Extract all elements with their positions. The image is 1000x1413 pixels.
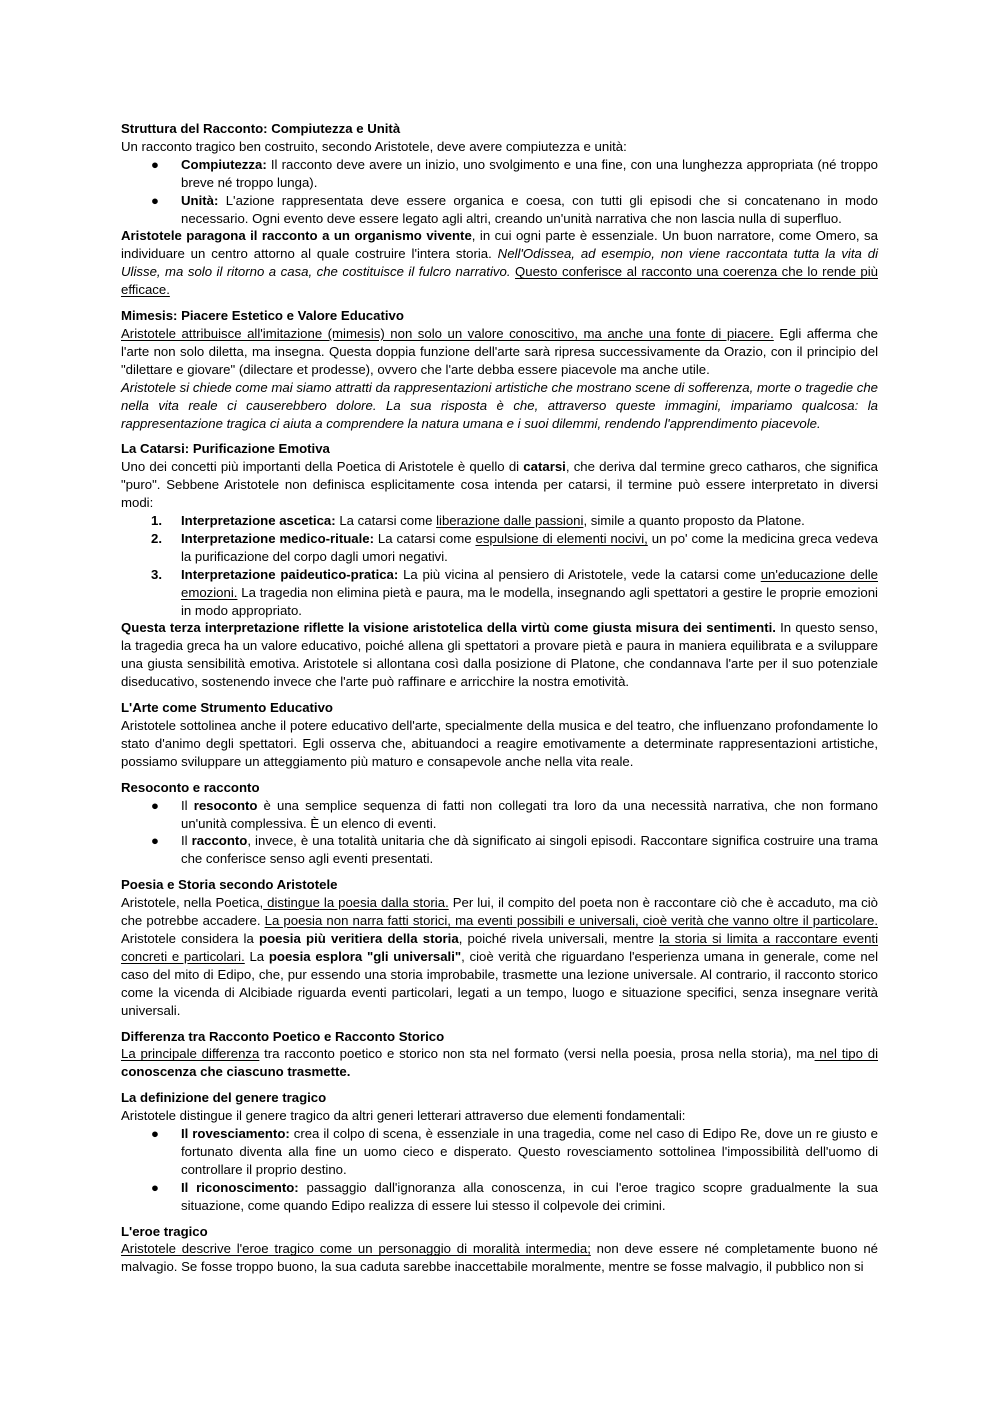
text: La catarsi come [374,530,476,546]
list-text: passaggio dall'ignoranza alla conoscenza, in cui l'eroe tragico scopre gradualmente la sua situazione, come quando Edipo realizza di essere lui stesso il colpevole dei crimini. [181,1179,879,1213]
text: , simile a quanto proposto da Platone. [583,513,805,529]
underlined-text: Questo conferisce al racconto una coerenza che lo rende più efficace. [121,264,878,298]
paragraph [121,619,878,691]
text: Uno dei concetti più importanti della Poetica di Aristotele è quello di [121,459,524,475]
list-term: Interpretazione paideutico-pratica: [181,566,399,582]
bullet-icon: ● [151,192,159,208]
list-number: 1. [151,513,162,529]
paragraph: Aristotele sottolinea anche il potere educativo dell'arte, specialmente della musica e del teatro, che influenzano profondamente lo stato d'animo degli spettatori. Egli osserva che, abituandoci a reagire emotivamente a determinate rappresentazioni artistiche, possiamo sviluppare un atteggiamento più maturo e consapevole anche nella vita reale. [121,718,878,769]
heading-differenza: Differenza tra Racconto Poetico e Racconto Storico [121,1028,445,1044]
underlined-text: un'educazione delle emozioni. [181,566,879,600]
text: Per lui, il compito del poeta non è raccontare ciò che è accaduto, ma ciò che potrebbe accadere. [121,895,878,929]
text: , in cui ogni parte è essenziale. Un buon narratore, come Omero, sa individuare un centro attorno al quale costruire l'intera storia. [121,228,878,262]
underlined-text: La principale differenza [121,1046,260,1062]
list-number: 2. [151,530,162,546]
list-text: crea il colpo di scena, è essenziale in una tragedia, come nel caso di Edipo Re, dove un re giusto e fortunato diventa alla fine un uomo cieco e disperato. Questo rovesciamento sottolinea l'impossibilità dell'uomo di controllare il proprio destino. [181,1126,878,1177]
bullet-list [121,156,878,228]
text: , invece, è una totalità unitaria che dà significato ai singoli episodi. Raccontare significa costruire una trama che conferisce senso agli eventi presentati. [181,833,878,867]
heading-poesia-storia: Poesia e Storia secondo Aristotele [121,877,338,893]
paragraph: Un racconto tragico ben costruito, secondo Aristotele, deve avere compiutezza e unità: [121,138,627,154]
text: Il [181,833,192,849]
list-term: Compiutezza: [181,156,267,172]
paragraph [121,379,878,433]
text: Aristotele considera la [121,930,260,946]
text: Egli afferma che l'arte non solo diletta, ma insegna. Questa doppia funzione dell'arte sarà ripresa successivamente da Orazio, con il principio del "dilettare e giovare" (dilectare et prodesse), ovvero che l'arte debba essere piacevole ma anche utile. [121,325,879,377]
list-term: racconto [191,833,248,849]
text: La tragedia non elimina pietà e paura, ma le modella, insegnando agli spettatori a gestire le proprie emozioni in modo appropriato. [181,584,878,618]
heading-catarsi: La Catarsi: Purificazione Emotiva [121,441,330,457]
bullet-icon: ● [151,797,159,813]
list-item [121,832,878,868]
underlined-text: Aristotele attribuisce all'imitazione (mimesis) non solo un valore conoscitivo, ma anche una fonte di piacere. [121,325,774,341]
paragraph [121,227,878,299]
heading-resoconto: Resoconto e racconto [121,779,260,795]
list-term: Il rovesciamento: [181,1126,290,1142]
list-term: Il riconoscimento: [181,1179,299,1195]
text: , poiché rivela universali, mentre [458,930,660,946]
list-term: Interpretazione medico-rituale: [181,530,374,546]
bold-text: poesia esplora "gli universali" [268,948,462,964]
text: La [244,948,269,964]
text: Il [181,797,194,813]
underlined-text: Aristotele descrive l'eroe tragico come un personaggio di moralità intermedia; [121,1241,591,1257]
list-item [121,530,878,566]
document-page [121,120,878,1276]
paragraph [121,894,878,1019]
heading-struttura: Struttura del Racconto: Compiutezza e Unità [121,121,401,136]
list-item [121,156,878,192]
list-term: Interpretazione ascetica: [181,513,336,529]
text: tra racconto poetico e storico non sta nel formato (versi nella poesia, prosa nella storia), ma [259,1046,815,1062]
list-item [121,1125,878,1179]
text: In questo senso, la tragedia greca ha un valore educativo, poiché allena gli spettatori a provare pietà e paura in maniera equilibrata e a sviluppare una giusta sensibilità emotiva. Aristotele si allontana così dalla posizione di Platone, che condannava l'arte per il suo potenziale diseducativo, sostenendo invece che l'arte può raffinare e arricchire la nostra emotività. [121,620,878,690]
list-item [121,797,878,833]
text: , cioè verità che riguardano l'esperienza umana in generale, come nel caso del mito di Edipo, che, pur essendo una storia improbabile, trasmette una lezione universale. Al contrario, il racconto storico come la vicenda di Alcibiade riguarda eventi particolari, legati a un tempo, luogo e situazione specifici, senza insegnare verità universali. [121,948,879,1018]
bullet-icon: ● [151,833,159,849]
paragraph [121,325,878,379]
text: La catarsi come [335,513,437,529]
underlined-text: liberazione dalle passioni [436,513,584,529]
list-item [121,512,878,530]
paragraph [121,458,878,512]
list-item [121,192,878,228]
heading-mimesis: Mimesis: Piacere Estetico e Valore Educativo [121,308,404,324]
list-number: 3. [151,566,162,582]
list-text: L'azione rappresentata deve essere organica e coesa, con tutti gli episodi che si concatenano in modo necessario. Ogni evento deve essere legato agli altri, creando un'unità narrativa che non lascia nulla di superfluo. [181,192,878,226]
list-term: resoconto [193,797,258,813]
bullet-list [121,1125,878,1215]
heading-arte: L'Arte come Strumento Educativo [121,700,333,716]
underlined-text: la storia si limita a raccontare eventi concreti e particolari. [121,930,879,964]
heading-eroe-tragico: L'eroe tragico [121,1223,208,1239]
bold-text: poesia più veritiera della storia [259,930,459,946]
text: La più vicina al pensiero di Aristotele, vede la catarsi come [398,566,761,582]
italic-text: Nell'Odissea, ad esempio, non viene raccontata tutta la vita di Ulisse, ma solo il ritorno a casa, che costituisce il fulcro narrativo. [121,246,879,280]
list-item [121,1179,878,1215]
italic-text: Aristotele si chiede come mai siamo attratti da rappresentazioni artistiche che mostrano scene di sofferenza, morte o tragedie che nella vita reale ci causerebbero dolore. La sua risposta è che, attraverso queste immagini, impariamo qualcosa: la rappresentazione tragica ci aiuta a comprendere la natura umana e i suoi dilemmi, rendendo l'apprendimento piacevole. [121,379,878,431]
paragraph: Aristotele distingue il genere tragico da altri generi letterari attraverso due elementi fondamentali: [121,1108,686,1124]
bold-text: catarsi [523,459,566,475]
bold-text: Questa terza interpretazione riflette la visione aristotelica della virtù come giusta misura dei sentimenti. [121,620,776,636]
text: , che deriva dal termine greco catharos, che significa "puro". Sebbene Aristotele non definisca esplicitamente cosa intenda per catarsi, il termine può essere interpretato in diversi modi: [121,459,878,511]
bold-text: conoscenza che ciascuno trasmette. [121,1064,351,1080]
paragraph [121,1240,878,1276]
numbered-list [121,512,878,619]
bullet-icon: ● [151,1126,159,1142]
list-text: Il racconto deve avere un inizio, uno svolgimento e una fine, con una lunghezza appropriata (né troppo breve né troppo lunga). [181,156,878,190]
underlined-text: distingue la poesia dalla storia. [263,895,449,911]
list-item [121,566,878,620]
underlined-text: La poesia non narra fatti storici, ma eventi possibili e universali, cioè verità che vanno oltre il particolare. [264,913,878,929]
bold-text: Aristotele paragona il racconto a un organismo vivente [121,228,472,244]
underlined-text: nel tipo di [814,1046,878,1062]
paragraph [121,1045,878,1081]
bullet-icon: ● [151,1179,159,1195]
heading-genere-tragico: La definizione del genere tragico [121,1090,327,1106]
bullet-list [121,797,878,869]
underlined-text: espulsione di elementi nocivi, [475,530,648,546]
list-term: Unità: [181,192,219,208]
text: non deve essere né completamente buono né malvagio. Se fosse troppo buono, la sua caduta sarebbe inaccettabile moralmente, mentre se fosse malvagio, il pubblico non si [121,1241,878,1275]
text: un po' come la medicina greca vedeva la purificazione del corpo dagli umori negativi. [181,530,878,564]
text: è una semplice sequenza di fatti non collegati tra loro da una necessità narrativa, che non formano un'unità complessiva. È un elenco di eventi. [181,797,878,831]
bullet-icon: ● [151,156,159,172]
text: Aristotele, nella Poetica, [121,895,264,911]
